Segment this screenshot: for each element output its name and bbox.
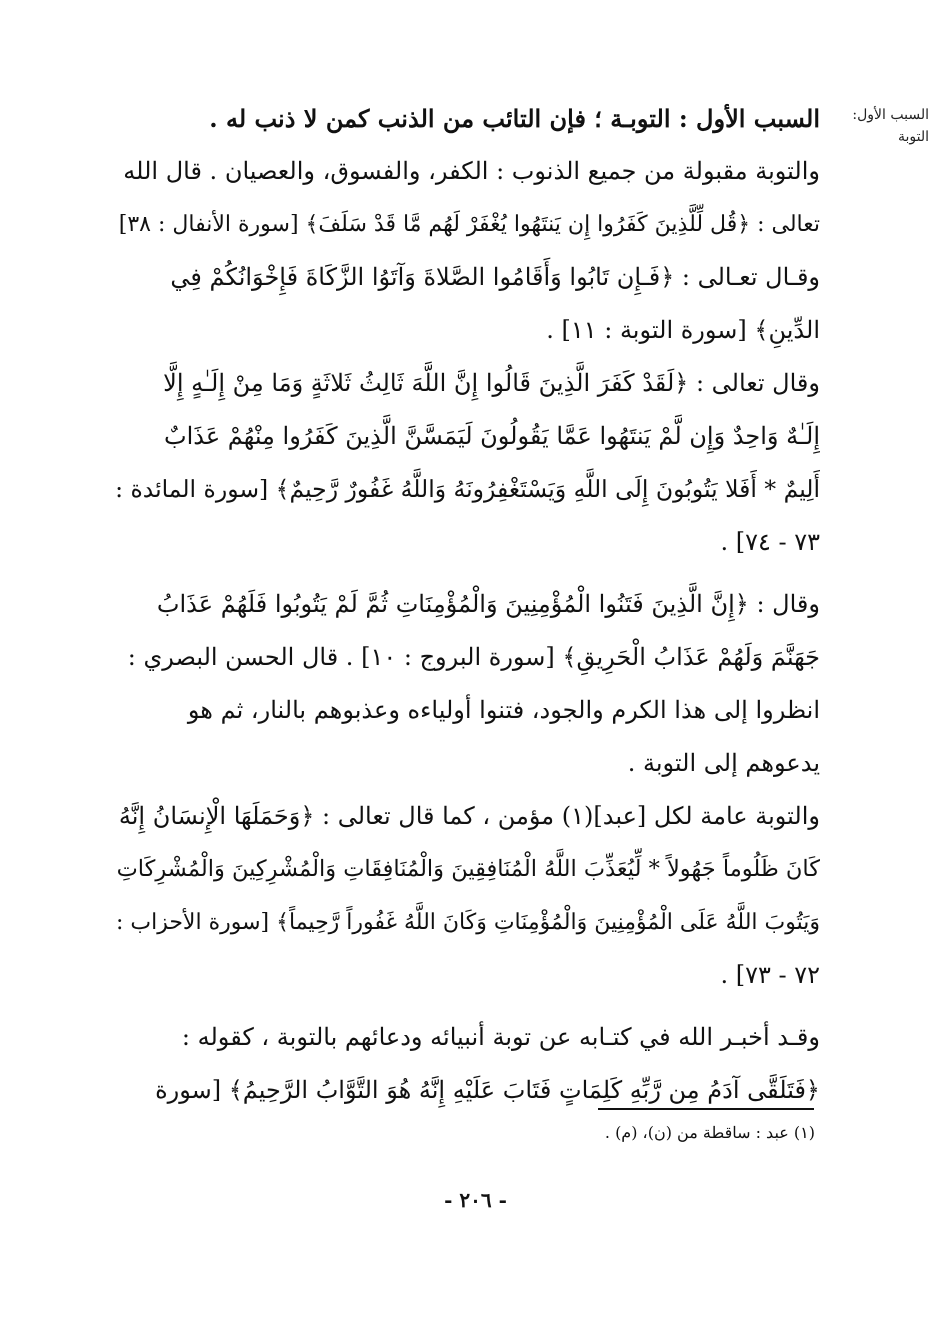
margin-note-line2: التوبة xyxy=(897,129,929,145)
text-line: الدِّينِ﴾ [سورة التوبة : ١١] . xyxy=(546,316,820,344)
main-text xyxy=(108,92,820,1117)
text-line: وقال تعالى : ﴿لَقَدْ كَفَرَ الَّذِينَ قَالُوا إِنَّ اللَّهَ ثَالِثُ ثَلاثَةٍ وَمَا مِنْ إِلَـٰهٍ إِلَّا xyxy=(163,369,820,397)
text-line: وَيَتُوبَ اللَّهُ عَلَى الْمُؤْمِنِينَ وَالْمُؤْمِنَاتِ وَكَانَ اللَّهُ غَفُوراً رَّحِيماً﴾ [سورة الأحزاب : xyxy=(115,910,820,935)
text-line: أَلِيمٌ * أَفَلا يَتُوبُونَ إِلَى اللَّهِ وَيَسْتَغْفِرُونَهُ وَاللَّهُ غَفُورٌ رَّحِيمٌ﴾ [سورة المائدة : xyxy=(115,475,820,503)
text-line: إِلَـٰهٌ وَاحِدٌ وَإِن لَّمْ يَنتَهُوا عَمَّا يَقُولُونَ لَيَمَسَّنَّ الَّذِينَ كَفَرُوا مِنْهُمْ عَذَابٌ xyxy=(163,422,820,450)
text-line: ﴿فَتَلَقَّى آدَمُ مِن رَّبِّهِ كَلِمَاتٍ فَتَابَ عَلَيْهِ إِنَّهُ هُوَ التَّوَّابُ الرَّحِيمُ﴾ [سورة xyxy=(155,1076,820,1104)
margin-note-line1: السبب الأول: xyxy=(852,107,929,123)
text-line: انظروا إلى هذا الكرم والجود، فتنوا أولياءه وعذبوهم بالنار، ثم هو xyxy=(187,696,820,724)
text-line: يدعوهم إلى التوبة . xyxy=(627,749,820,777)
text-line: ٧٣ - ٧٤] . xyxy=(720,528,820,556)
text-line: وقال : ﴿إِنَّ الَّذِينَ فَتَنُوا الْمُؤْمِنِينَ وَالْمُؤْمِنَاتِ ثُمَّ لَمْ يَتُوبُوا فَلَهُمْ عَذَابُ xyxy=(156,590,820,618)
footnote-divider xyxy=(598,1108,814,1110)
margin-note xyxy=(829,104,929,148)
text-line: السبب الأول : التوبـة ؛ فإن التائب من الذنب كمن لا ذنب له . xyxy=(209,104,820,133)
text-line: وقـال تعـالى : ﴿فَـإِن تَابُوا وَأَقَامُوا الصَّلاةَ وَآتَوُا الزَّكَاةَ فَإِخْوَانُكُمْ فِي xyxy=(170,263,820,291)
text-line: والتوبة مقبولة من جميع الذنوب : الكفر، والفسوق، والعصيان . قال الله xyxy=(123,157,820,185)
text-line: تعالى : ﴿قُل لِّلَّذِينَ كَفَرُوا إِن يَنتَهُوا يُغْفَرْ لَهُم مَّا قَدْ سَلَفَ﴾ [سورة الأنفال : ٣٨] xyxy=(118,212,820,237)
text-line: ٧٢ - ٧٣] . xyxy=(720,961,820,989)
text-line: جَهَنَّمَ وَلَهُمْ عَذَابُ الْحَرِيقِ﴾ [سورة البروج : ١٠] . قال الحسن البصري : xyxy=(127,643,820,671)
page-number: - ٢٠٦ - xyxy=(444,1188,507,1212)
text-line: كَانَ ظَلُوماً جَهُولاً * لِّيُعَذِّبَ اللَّهُ الْمُنَافِقِينَ وَالْمُنَافِقَاتِ وَالْمُشْرِكِينَ وَالْمُشْرِكَاتِ xyxy=(116,856,820,882)
text-line: وقـد أخبـر الله في كتـابه عن توبة أنبيائه ودعائهم بالتوبة ، كقوله : xyxy=(181,1023,820,1051)
text-line: والتوبة عامة لكل [عبد](١) مؤمن ، كما قال تعالى : ﴿وَحَمَلَهَا الْإِنسَانُ إِنَّهُ xyxy=(118,802,820,830)
footnote: (١) عبد : ساقطة من (ن)، (م) . xyxy=(604,1123,815,1142)
